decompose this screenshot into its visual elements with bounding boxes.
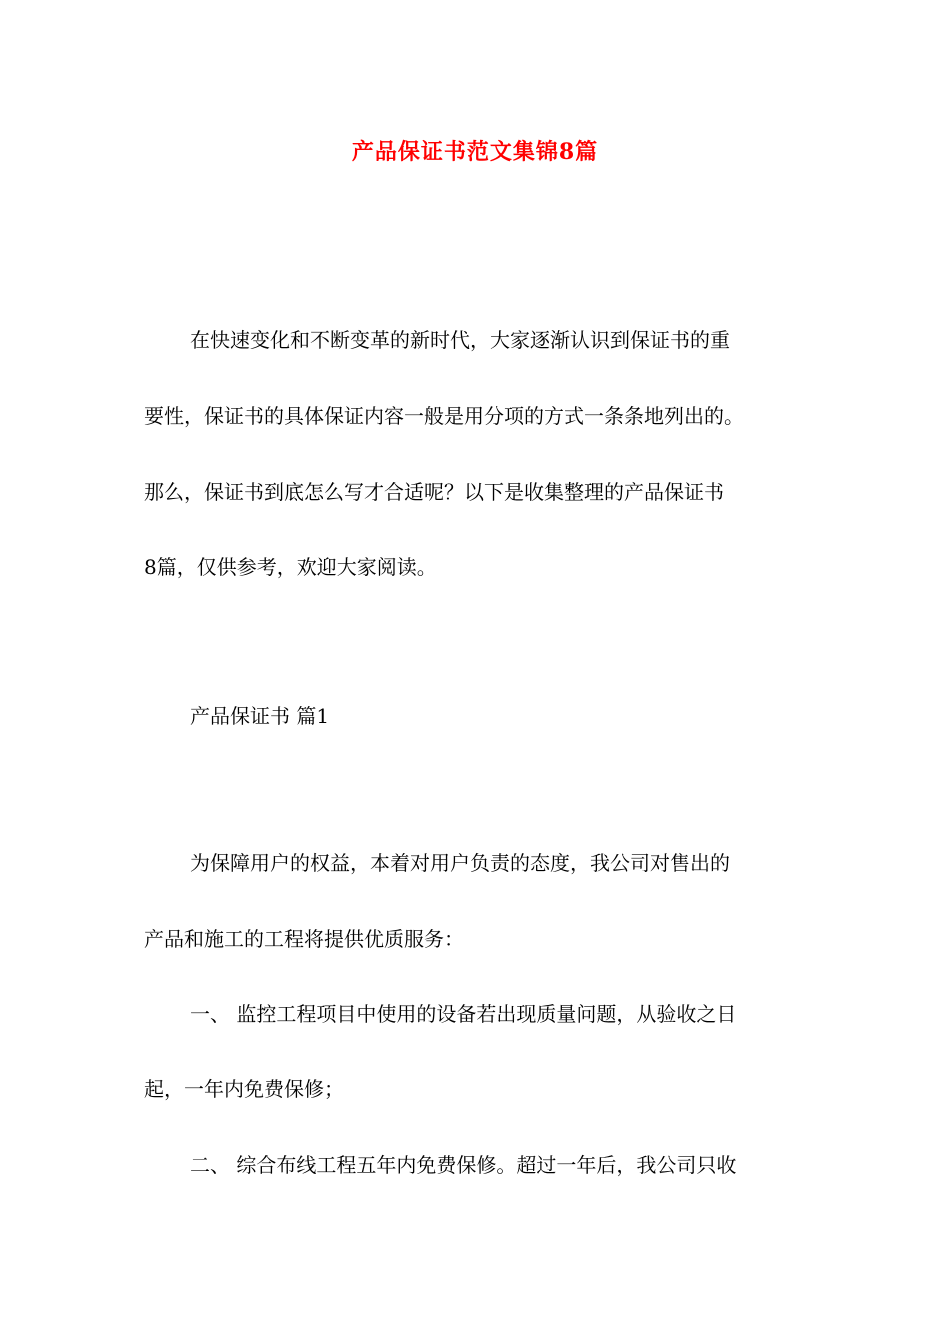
body-line-3: 一、 监控工程项目中使用的设备若出现质量问题，从验收之日 — [190, 1002, 737, 1026]
intro-line-3: 那么，保证书到底怎么写才合适呢？以下是收集整理的产品保证书 — [144, 480, 724, 504]
body-line-5: 二、 综合布线工程五年内免费保修。超过一年后，我公司只收 — [190, 1153, 737, 1177]
intro-line-4: 8篇，仅供参考，欢迎大家阅读。 — [144, 555, 437, 579]
section-heading: 产品保证书 篇1 — [190, 704, 330, 728]
body-line-2: 产品和施工的工程将提供优质服务： — [144, 927, 464, 951]
intro-line-2: 要性，保证书的具体保证内容一般是用分项的方式一条条地列出的。 — [144, 404, 744, 428]
body-line-4: 起，一年内免费保修； — [144, 1077, 344, 1101]
body-line-1: 为保障用户的权益，本着对用户负责的态度，我公司对售出的 — [190, 851, 730, 875]
intro-line-1: 在快速变化和不断变革的新时代，大家逐渐认识到保证书的重 — [190, 328, 730, 352]
document-title: 产品保证书范文集锦8篇 — [351, 139, 599, 165]
